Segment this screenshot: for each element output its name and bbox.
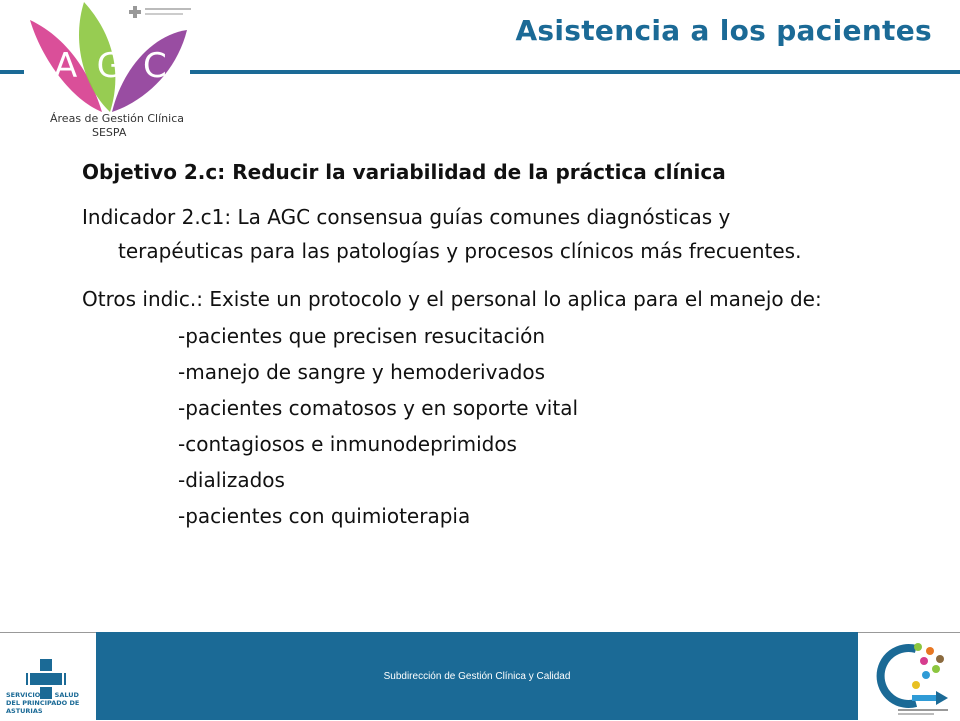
list-item: -pacientes que precisen resucitación <box>178 324 546 348</box>
calidad-logo-icon <box>868 637 956 717</box>
logo-main-text: AGC <box>54 46 187 86</box>
footer-band <box>96 632 858 720</box>
page-title: Asistencia a los pacientes <box>515 14 932 47</box>
footer-right-panel <box>858 632 960 721</box>
list-item: -pacientes comatosos y en soporte vital <box>178 396 578 420</box>
agc-logo <box>22 0 192 145</box>
footer <box>0 632 960 720</box>
sespa-caption: SERVICIO DE SALUD DEL PRINCIPADO DE ASTURIAS <box>6 691 80 715</box>
list-item: -contagiosos e inmunodeprimidos <box>178 432 517 456</box>
slide-content <box>82 160 862 534</box>
list-item: -manejo de sangre y hemoderivados <box>178 360 546 384</box>
footer-left-panel <box>0 632 96 721</box>
logo-org: SESPA <box>92 126 127 139</box>
ministry-crest-icon <box>127 5 195 25</box>
objetivo-text: Objetivo 2.c: Reducir la variabilidad de la práctica clínica <box>82 160 726 184</box>
list-item: -pacientes con quimioterapia <box>178 504 471 528</box>
logo-subtitle: Áreas de Gestión Clínica <box>50 112 184 125</box>
list-item: -dializados <box>178 468 285 492</box>
header-rule-right <box>190 70 960 74</box>
footer-text: Subdirección de Gestión Clínica y Calidad <box>383 670 571 682</box>
protocol-list <box>82 318 862 534</box>
otros-indicadores-text: Otros indic.: Existe un protocolo y el personal lo aplica para el manejo de: <box>82 287 822 311</box>
indicador-text: Indicador 2.c1: La AGC consensua guías comunes diagnósticas y terapéuticas para las patologías y procesos clínicos más frecuentes. <box>82 205 802 263</box>
header-rule-left <box>0 70 24 74</box>
